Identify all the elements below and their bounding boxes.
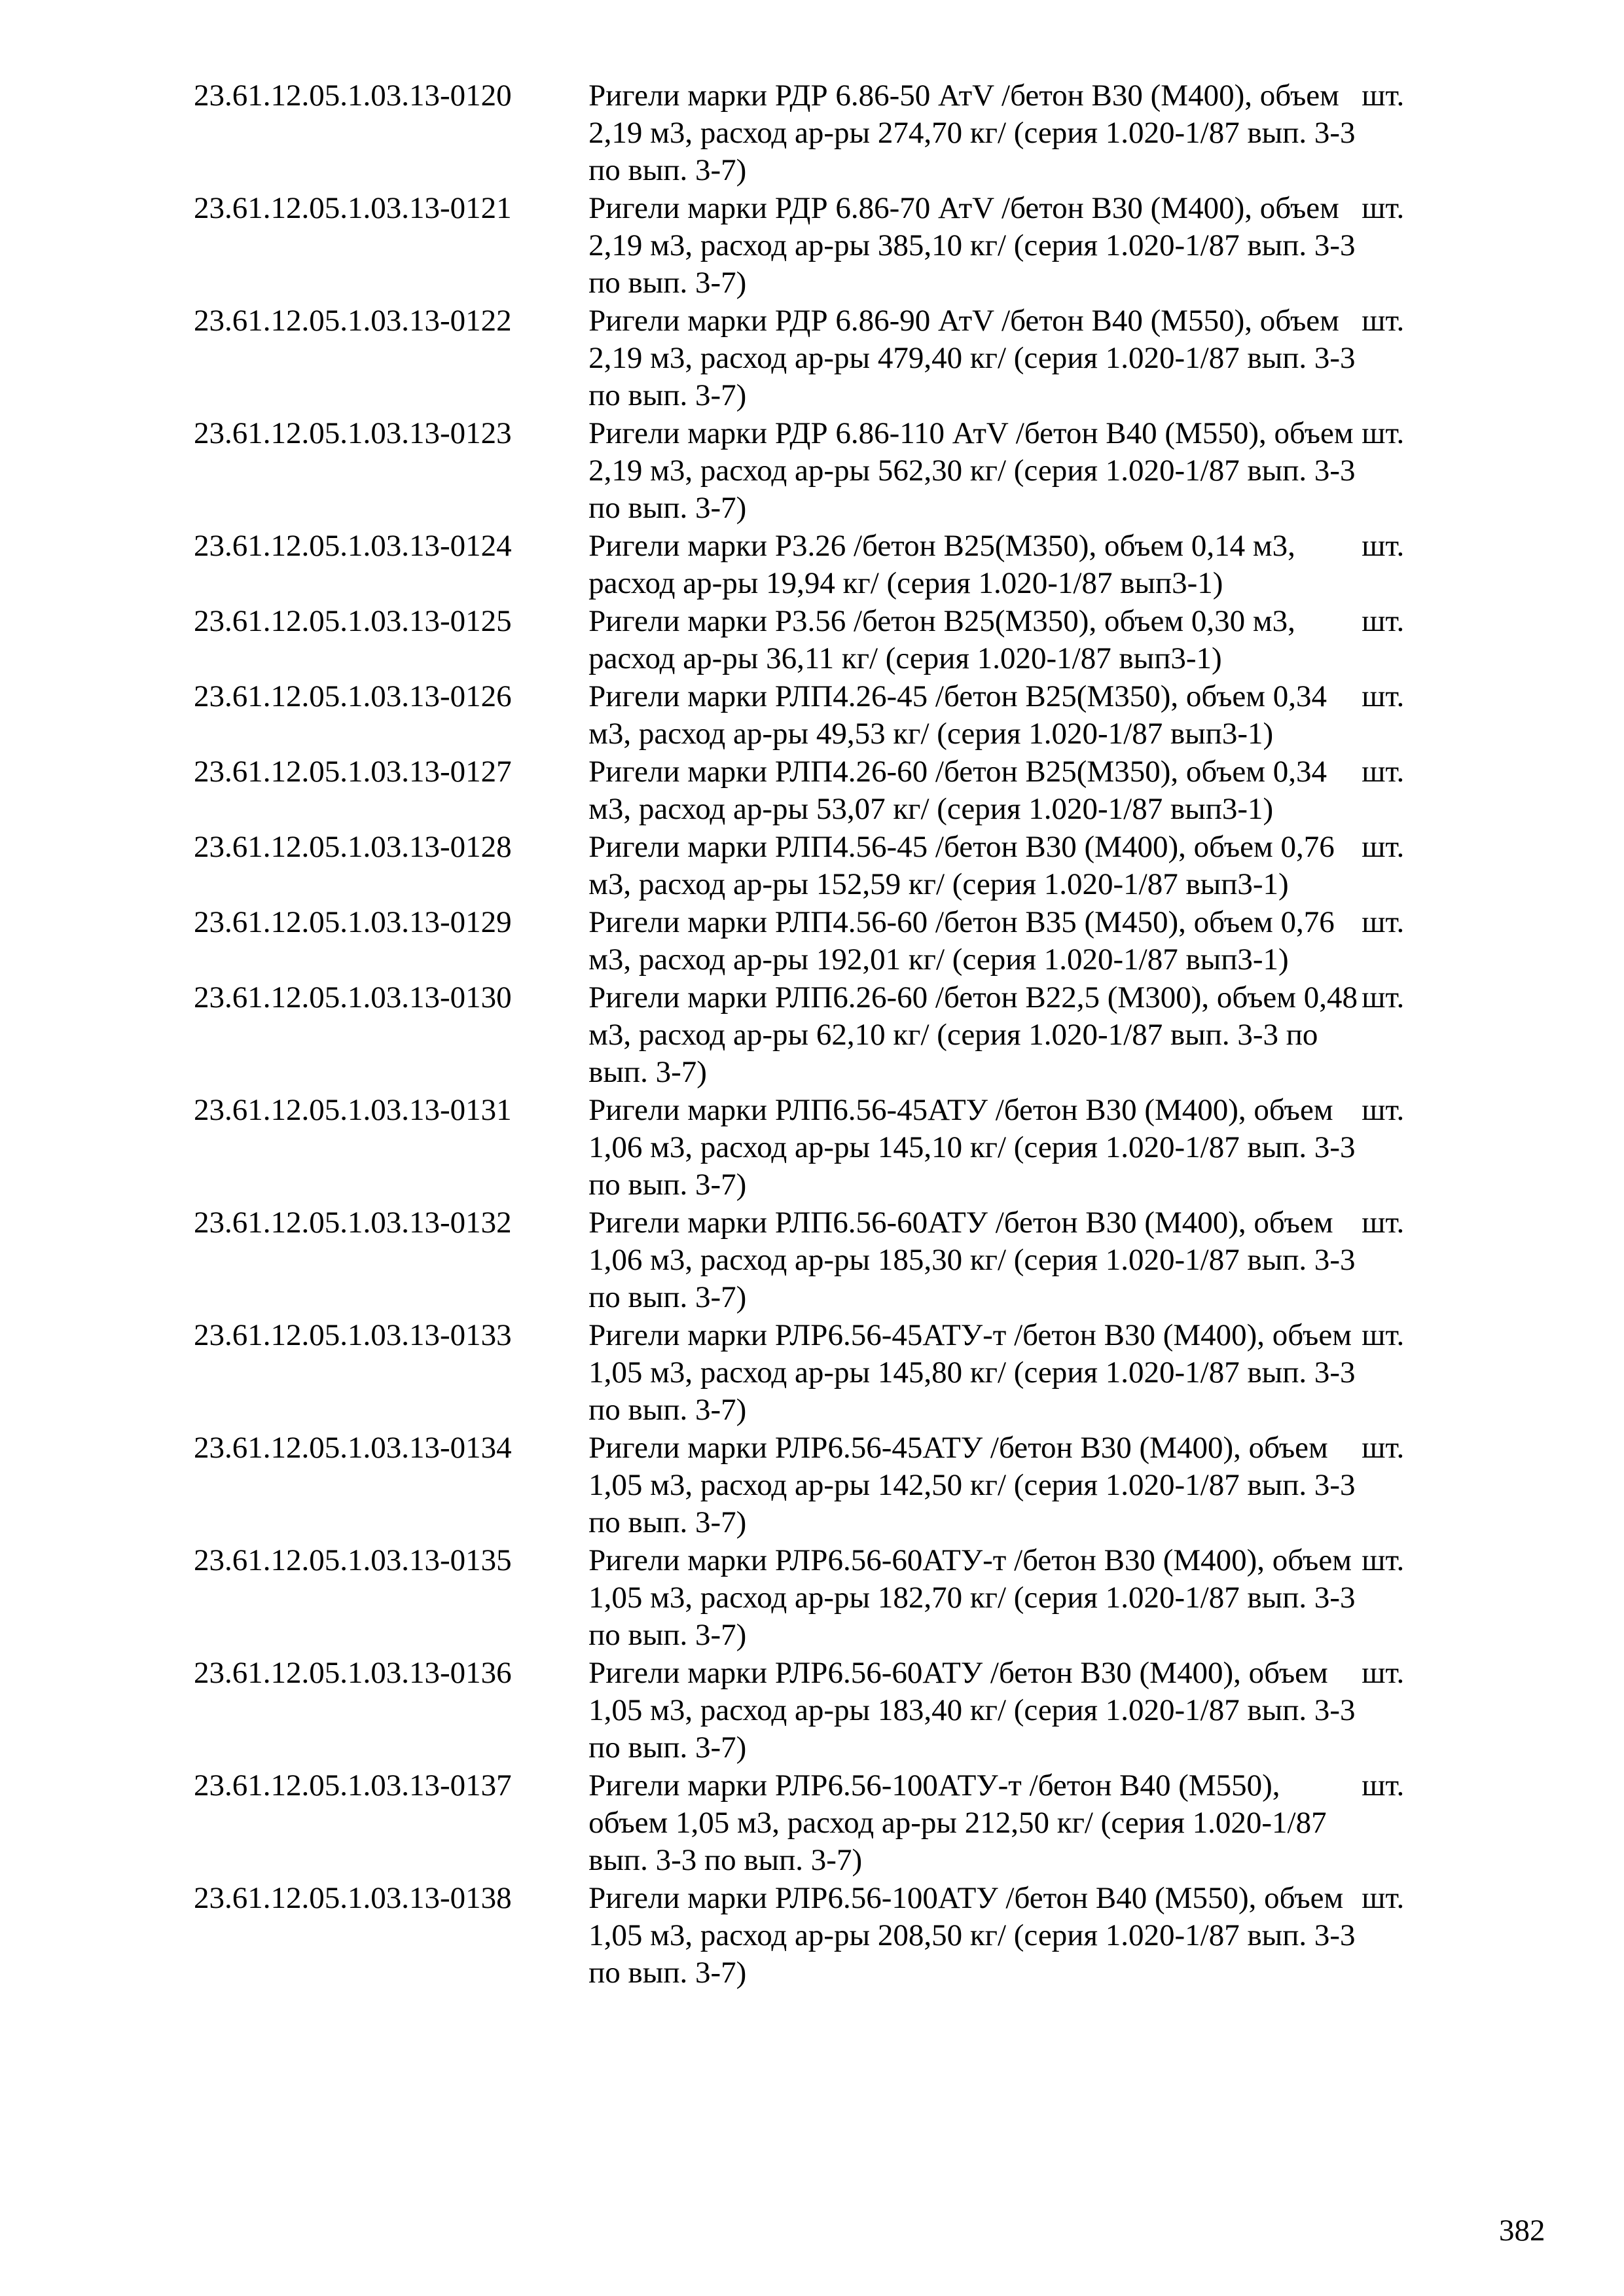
resource-code: 23.61.12.05.1.03.13-0134 [194,1431,512,1465]
table-row [194,415,1451,528]
resource-unit: шт. [1362,1206,1405,1240]
table-row [194,904,1451,979]
resource-description: Ригели марки РЛР6.56-45АТУ-т /бетон В30 (М400), объем 1,05 м3, расход ар-ры 145,80 кг/ (серия 1.020-1/87 вып. 3-3 по вып. 3-7) [588,1318,1356,1427]
resource-unit: шт. [1362,755,1405,789]
table-row [194,1767,1451,1880]
resource-unit: шт. [1362,1768,1405,1803]
table-row [194,1204,1451,1317]
resource-description: Ригели марки РДР 6.86-90 АтV /бетон В40 (М550), объем 2,19 м3, расход ар-ры 479,40 кг/ (серия 1.020-1/87 вып. 3-3 по вып. 3-7) [588,304,1356,412]
table-row [194,1655,1451,1767]
resource-description: Ригели марки Р3.56 /бетон В25(М350), объем 0,30 м3, расход ар-ры 36,11 кг/ (серия 1.020-1/87 вып3-1) [588,604,1295,675]
table-row [194,979,1451,1092]
table-row [194,1429,1451,1542]
table-row [194,302,1451,415]
table-row [194,77,1451,190]
resource-table [194,77,1451,1992]
resource-code: 23.61.12.05.1.03.13-0128 [194,830,512,864]
resource-code: 23.61.12.05.1.03.13-0129 [194,905,512,939]
table-row [194,1542,1451,1655]
resource-code: 23.61.12.05.1.03.13-0138 [194,1881,512,1915]
resource-code: 23.61.12.05.1.03.13-0130 [194,980,512,1014]
resource-code: 23.61.12.05.1.03.13-0137 [194,1768,512,1803]
table-row [194,753,1451,829]
table-row [194,1880,1451,1992]
resource-unit: шт. [1362,304,1405,338]
resource-code: 23.61.12.05.1.03.13-0131 [194,1093,512,1127]
table-row [194,528,1451,603]
resource-description: Ригели марки РЛП4.56-60 /бетон В35 (М450), объем 0,76 м3, расход ар-ры 192,01 кг/ (серия 1.020-1/87 вып3-1) [588,905,1335,977]
resource-unit: шт. [1362,1318,1405,1352]
resource-code: 23.61.12.05.1.03.13-0132 [194,1206,512,1240]
resource-unit: шт. [1362,830,1405,864]
resource-description: Ригели марки РЛП4.26-60 /бетон В25(М350), объем 0,34 м3, расход ар-ры 53,07 кг/ (серия 1.020-1/87 вып3-1) [588,755,1327,826]
resource-description: Ригели марки РДР 6.86-50 АтV /бетон В30 (М400), объем 2,19 м3, расход ар-ры 274,70 кг/ (серия 1.020-1/87 вып. 3-3 по вып. 3-7) [588,79,1356,187]
resource-code: 23.61.12.05.1.03.13-0126 [194,679,512,713]
resource-description: Ригели марки РЛР6.56-60АТУ-т /бетон В30 (М400), объем 1,05 м3, расход ар-ры 182,70 кг/ (серия 1.020-1/87 вып. 3-3 по вып. 3-7) [588,1543,1356,1652]
table-row [194,1317,1451,1429]
resource-code: 23.61.12.05.1.03.13-0125 [194,604,512,638]
resource-code: 23.61.12.05.1.03.13-0136 [194,1656,512,1690]
resource-description: Ригели марки РЛП6.56-45АТУ /бетон В30 (М400), объем 1,06 м3, расход ар-ры 145,10 кг/ (серия 1.020-1/87 вып. 3-3 по вып. 3-7) [588,1093,1356,1202]
resource-code: 23.61.12.05.1.03.13-0133 [194,1318,512,1352]
resource-unit: шт. [1362,604,1405,638]
resource-unit: шт. [1362,191,1405,225]
page-number: 382 [1499,2214,1545,2248]
resource-code: 23.61.12.05.1.03.13-0122 [194,304,512,338]
resource-unit: шт. [1362,1431,1405,1465]
resource-code: 23.61.12.05.1.03.13-0135 [194,1543,512,1577]
resource-unit: шт. [1362,79,1405,113]
table-row [194,829,1451,904]
resource-description: Ригели марки РЛП4.26-45 /бетон В25(М350), объем 0,34 м3, расход ар-ры 49,53 кг/ (серия 1.020-1/87 вып3-1) [588,679,1327,751]
resource-description: Ригели марки РЛР6.56-100АТУ-т /бетон В40 (М550), объем 1,05 м3, расход ар-ры 212,50 кг/ (серия 1.020-1/87 вып. 3-3 по вып. 3-7) [588,1768,1327,1877]
resource-unit: шт. [1362,416,1405,450]
resource-code: 23.61.12.05.1.03.13-0121 [194,191,512,225]
resource-description: Ригели марки РЛП6.56-60АТУ /бетон В30 (М400), объем 1,06 м3, расход ар-ры 185,30 кг/ (серия 1.020-1/87 вып. 3-3 по вып. 3-7) [588,1206,1356,1314]
resource-code: 23.61.12.05.1.03.13-0123 [194,416,512,450]
resource-code: 23.61.12.05.1.03.13-0127 [194,755,512,789]
resource-unit: шт. [1362,980,1405,1014]
resource-unit: шт. [1362,1881,1405,1915]
resource-description: Ригели марки РДР 6.86-70 АтV /бетон В30 (М400), объем 2,19 м3, расход ар-ры 385,10 кг/ (серия 1.020-1/87 вып. 3-3 по вып. 3-7) [588,191,1356,300]
resource-unit: шт. [1362,1543,1405,1577]
resource-description: Ригели марки РЛП4.56-45 /бетон В30 (М400), объем 0,76 м3, расход ар-ры 152,59 кг/ (серия 1.020-1/87 вып3-1) [588,830,1335,901]
resource-unit: шт. [1362,529,1405,563]
resource-description: Ригели марки РЛР6.56-100АТУ /бетон В40 (М550), объем 1,05 м3, расход ар-ры 208,50 кг/ (серия 1.020-1/87 вып. 3-3 по вып. 3-7) [588,1881,1356,1990]
resource-code: 23.61.12.05.1.03.13-0120 [194,79,512,113]
table-row [194,190,1451,302]
resource-unit: шт. [1362,1093,1405,1127]
resource-table-body [194,77,1451,1992]
resource-unit: шт. [1362,905,1405,939]
resource-unit: шт. [1362,679,1405,713]
resource-description: Ригели марки Р3.26 /бетон В25(М350), объем 0,14 м3, расход ар-ры 19,94 кг/ (серия 1.020-1/87 вып3-1) [588,529,1295,600]
resource-description: Ригели марки РДР 6.86-110 АтV /бетон В40 (М550), объем 2,19 м3, расход ар-ры 562,30 кг/ (серия 1.020-1/87 вып. 3-3 по вып. 3-7) [588,416,1356,525]
resource-code: 23.61.12.05.1.03.13-0124 [194,529,512,563]
table-row [194,1092,1451,1204]
table-row [194,678,1451,753]
resource-description: Ригели марки РЛП6.26-60 /бетон В22,5 (М300), объем 0,48 м3, расход ар-ры 62,10 кг/ (серия 1.020-1/87 вып. 3-3 по вып. 3-7) [588,980,1358,1089]
resource-unit: шт. [1362,1656,1405,1690]
resource-description: Ригели марки РЛР6.56-45АТУ /бетон В30 (М400), объем 1,05 м3, расход ар-ры 142,50 кг/ (серия 1.020-1/87 вып. 3-3 по вып. 3-7) [588,1431,1356,1539]
resource-description: Ригели марки РЛР6.56-60АТУ /бетон В30 (М400), объем 1,05 м3, расход ар-ры 183,40 кг/ (серия 1.020-1/87 вып. 3-3 по вып. 3-7) [588,1656,1356,1765]
table-row [194,603,1451,678]
